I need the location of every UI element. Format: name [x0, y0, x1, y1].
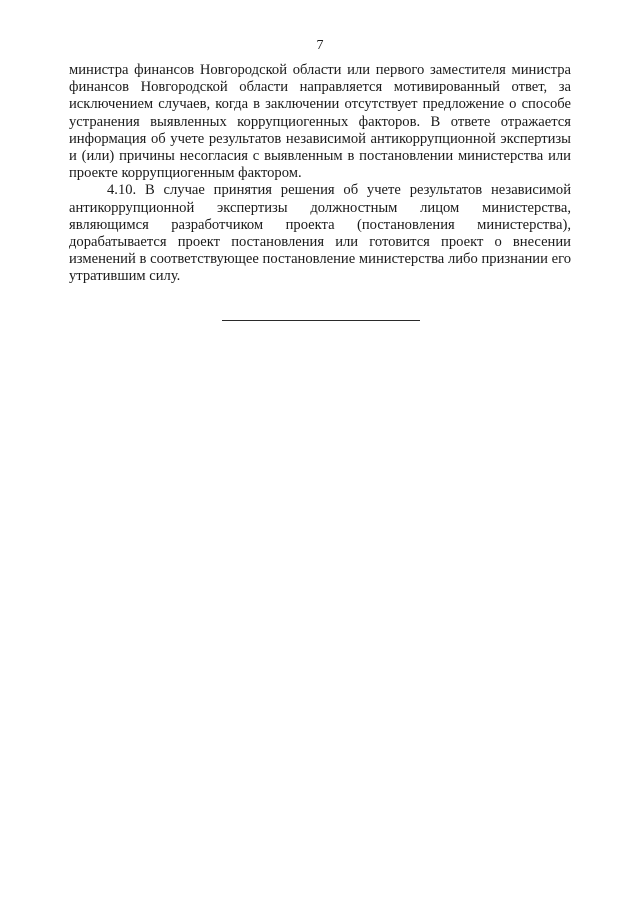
paragraph-4-10: 4.10. В случае принятия решения об учете результатов независимой антикоррупционной экспертизы должностным лицом министерства, являющимся разработчиком проекта (постановления министерства), дорабатывается проект постановления или готовится проект о внесении изменений в соответствующее постановление министерства либо признании его утратившим силу. [69, 182, 571, 285]
end-of-text-rule [222, 320, 420, 321]
document-body [69, 62, 571, 286]
paragraph-continuation: министра финансов Новгородской области или первого заместителя министра финансов Новгородской области направляется мотивированный ответ, за исключением случаев, когда в заключении отсутствует предложение о способе устранения выявленных коррупциогенных факторов. В ответе отражается информация об учете результатов независимой антикоррупционной экспертизы и (или) причины несогласия с выявленным в постановлении министерства или проекте коррупциогенным фактором. [69, 62, 571, 182]
page-number: 7 [316, 38, 324, 53]
